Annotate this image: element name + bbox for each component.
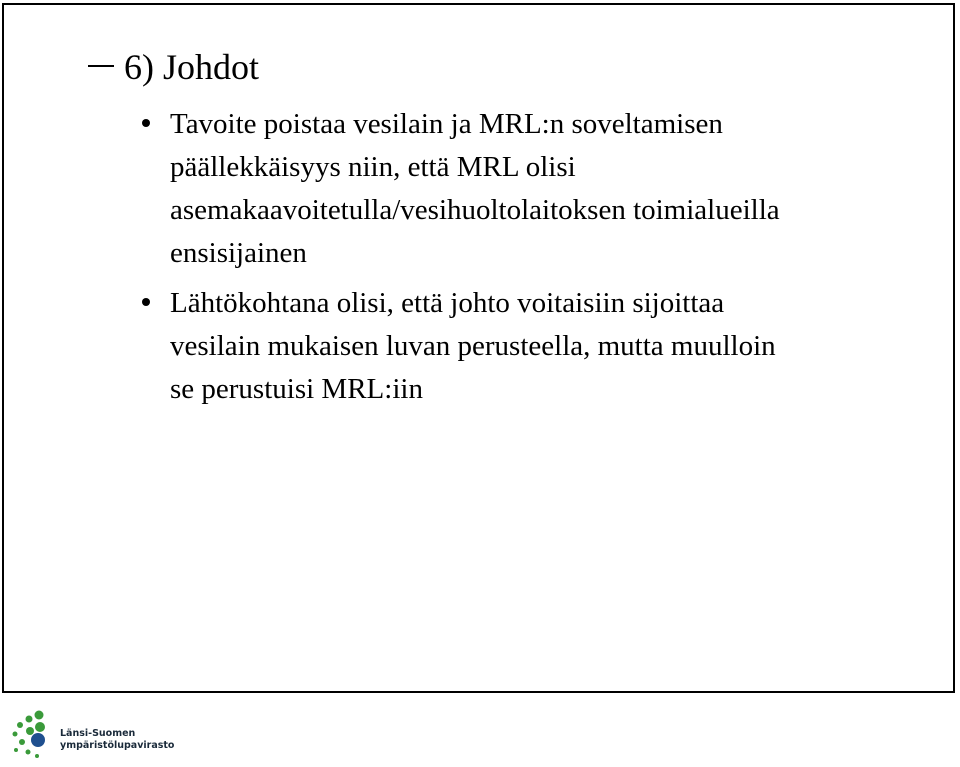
bullet-dot-icon [142,298,150,306]
bullet-text: Lähtökohtana olisi, että johto voitaisiin sijoittaa vesilain mukaisen luvan perusteella, mutta muulloin se perustuisi MRL:iin [170,287,776,405]
bullet-item [142,103,942,275]
slide-title-row [88,45,259,89]
logo-text [60,728,174,752]
bullet-dot-icon [142,119,150,127]
slide-title: 6) Johdot [124,47,259,87]
bullet-list [142,103,942,418]
logo-line-2: ympäristölupavirasto [60,740,175,751]
slide-frame [2,3,955,693]
logo-line-1: Länsi-Suomen [60,728,136,739]
bullet-item [142,282,942,411]
bullet-text: Tavoite poistaa vesilain ja MRL:n soveltamisen päällekkäisyys niin, että MRL olisi asemakaavoitetulla/vesihuoltolaitoksen toimialueilla ensisijainen [170,108,780,269]
title-dash [88,65,114,67]
